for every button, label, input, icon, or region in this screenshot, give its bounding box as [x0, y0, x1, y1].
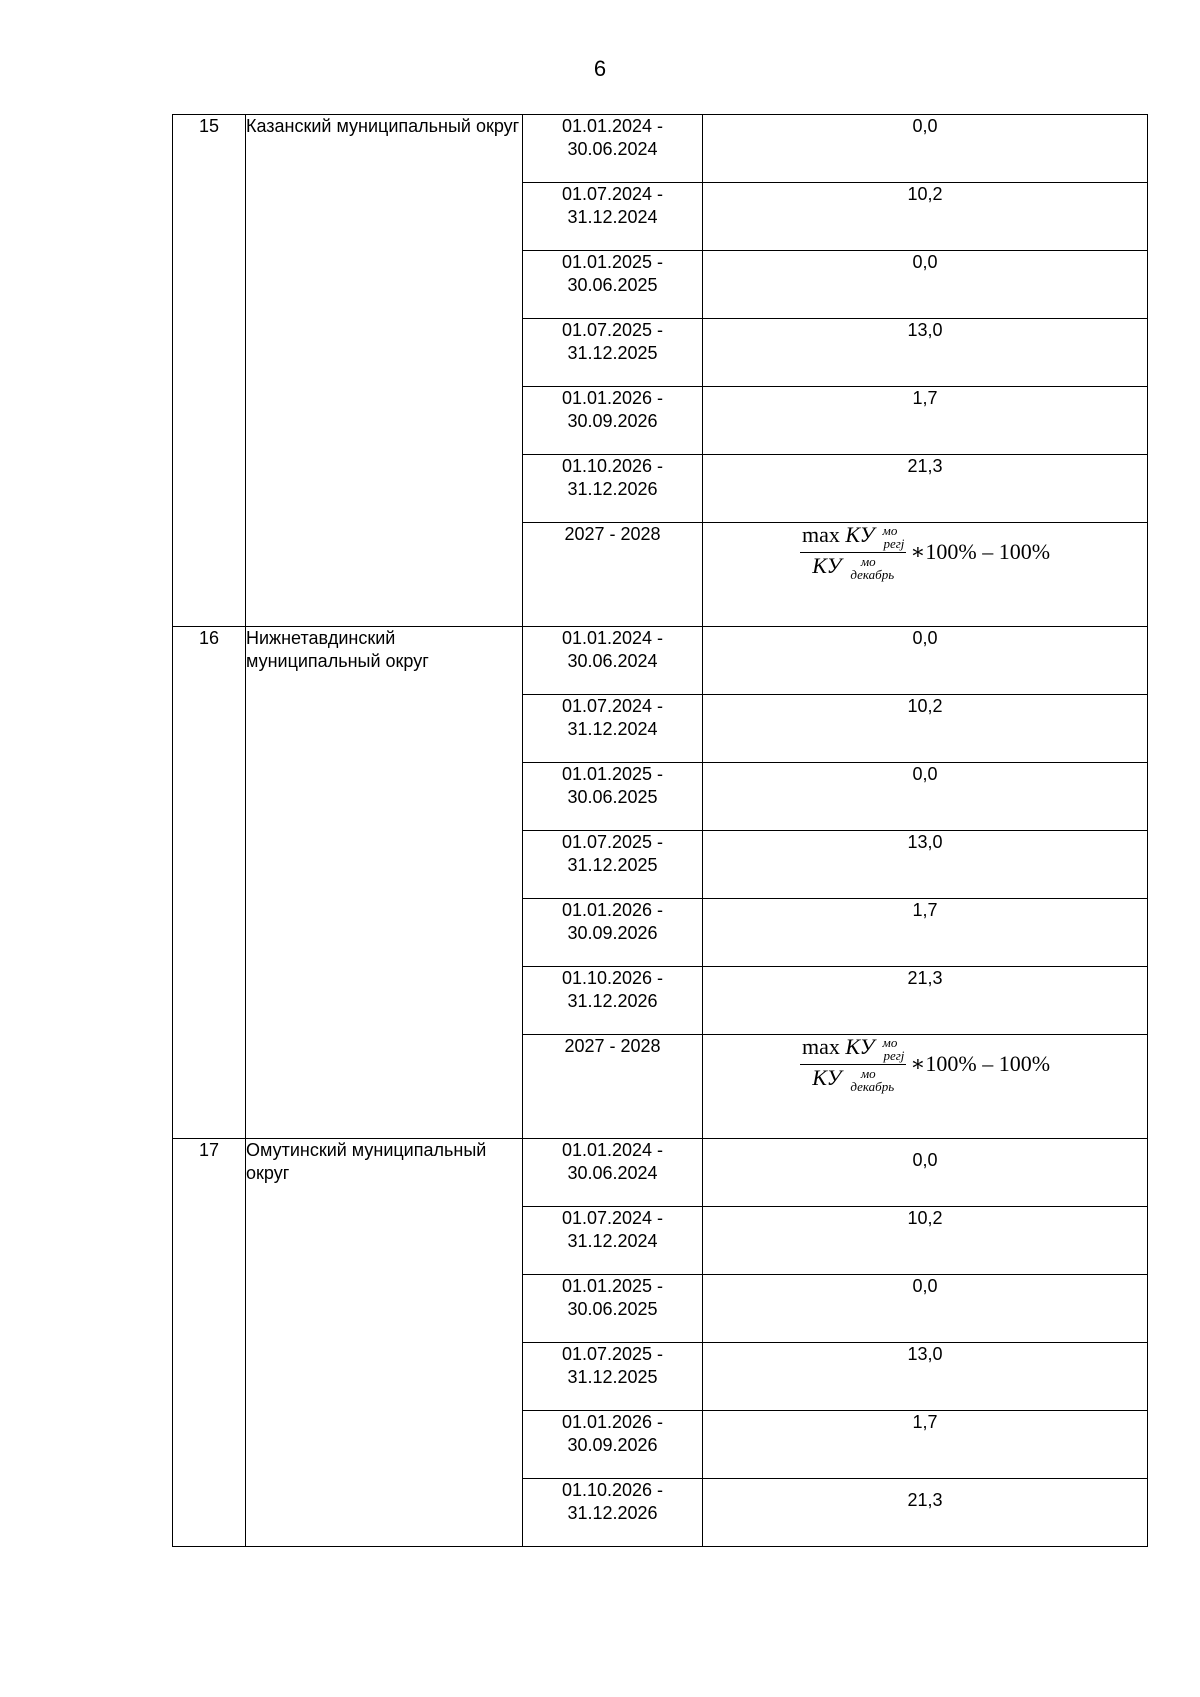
period-end: 30.09.2026 [567, 411, 658, 431]
value-cell: 13,0 [703, 1343, 1148, 1411]
value-cell: 21,3 [703, 455, 1148, 523]
value-cell: 0,0 [703, 115, 1148, 183]
period-end: 31.12.2026 [567, 1503, 658, 1523]
row-number: 15 [173, 115, 246, 627]
value-cell: 0,0 [703, 627, 1148, 695]
period-cell [523, 1411, 703, 1479]
period-start: 01.10.2026 - [561, 456, 664, 476]
period-start: 01.01.2024 - [561, 1140, 664, 1160]
value-cell: 0,0 [703, 1139, 1148, 1207]
period-end: 30.06.2024 [567, 1163, 658, 1183]
period-start: 01.10.2026 - [561, 1480, 664, 1500]
value-cell: 10,2 [703, 1207, 1148, 1275]
period-cell [523, 251, 703, 319]
district-name: Омутинский муниципальный округ [246, 1139, 523, 1547]
period-cell [523, 1479, 703, 1547]
period-end: 30.06.2025 [567, 787, 658, 807]
period-end: 31.12.2025 [567, 855, 658, 875]
period-start: 01.01.2026 - [561, 388, 664, 408]
period-cell [523, 455, 703, 523]
value-cell: 0,0 [703, 1275, 1148, 1343]
period-cell [523, 183, 703, 251]
period-end: 31.12.2025 [567, 1367, 658, 1387]
period-start: 01.10.2026 - [561, 968, 664, 988]
period-start: 01.01.2026 - [561, 900, 664, 920]
period-end: 31.12.2025 [567, 343, 658, 363]
period-cell [523, 967, 703, 1035]
period-start: 01.01.2024 - [561, 116, 664, 136]
formula-cell [703, 523, 1148, 627]
value-cell: 21,3 [703, 967, 1148, 1035]
period-end: 30.06.2025 [567, 1299, 658, 1319]
period-end: 31.12.2026 [567, 991, 658, 1011]
row-number: 16 [173, 627, 246, 1139]
table-row [173, 627, 1148, 695]
period-start: 01.01.2025 - [561, 764, 664, 784]
value-cell: 10,2 [703, 183, 1148, 251]
period-cell [523, 899, 703, 967]
period-start: 01.01.2025 - [561, 1276, 664, 1296]
period-end: 30.06.2024 [567, 651, 658, 671]
period-end: 30.06.2025 [567, 275, 658, 295]
period-end: 30.09.2026 [567, 923, 658, 943]
period-cell [523, 1139, 703, 1207]
table-row [173, 115, 1148, 183]
period-cell [523, 1343, 703, 1411]
period-cell [523, 319, 703, 387]
value-cell: 10,2 [703, 695, 1148, 763]
value-cell: 1,7 [703, 1411, 1148, 1479]
period-start: 01.01.2024 - [561, 628, 664, 648]
period-cell [523, 1207, 703, 1275]
period-start: 01.07.2025 - [561, 1344, 664, 1364]
period-end: 31.12.2024 [567, 1231, 658, 1251]
district-name: Казанский муниципальный округ [246, 115, 523, 627]
period-start: 01.07.2024 - [561, 696, 664, 716]
row-number: 17 [173, 1139, 246, 1547]
period-end: 31.12.2024 [567, 719, 658, 739]
value-cell: 13,0 [703, 831, 1148, 899]
formula-cell [703, 1035, 1148, 1139]
period-cell [523, 1275, 703, 1343]
table-row [173, 1139, 1148, 1207]
period-start: 01.07.2025 - [561, 832, 664, 852]
coefficient-table [172, 114, 1148, 1547]
period-cell: 2027 - 2028 [523, 1035, 703, 1139]
period-cell [523, 627, 703, 695]
formula: max КУ мо регj КУ мо декабрь ∗100% – 100% [801, 522, 1051, 582]
period-start: 01.07.2025 - [561, 320, 664, 340]
period-end: 30.09.2026 [567, 1435, 658, 1455]
period-start: 01.01.2025 - [561, 252, 664, 272]
value-cell: 0,0 [703, 251, 1148, 319]
period-cell [523, 115, 703, 183]
value-cell: 1,7 [703, 899, 1148, 967]
formula: max КУ мо регj КУ мо декабрь ∗100% – 100% [801, 1034, 1051, 1094]
period-cell [523, 763, 703, 831]
period-cell [523, 387, 703, 455]
district-name: Нижнетавдинский муниципальный округ [246, 627, 523, 1139]
period-end: 31.12.2026 [567, 479, 658, 499]
period-start: 01.01.2026 - [561, 1412, 664, 1432]
period-cell [523, 831, 703, 899]
period-start: 01.07.2024 - [561, 184, 664, 204]
value-cell: 13,0 [703, 319, 1148, 387]
period-cell [523, 695, 703, 763]
page-number: 6 [593, 56, 607, 81]
value-cell: 21,3 [703, 1479, 1148, 1547]
value-cell: 0,0 [703, 763, 1148, 831]
value-cell: 1,7 [703, 387, 1148, 455]
period-start: 01.07.2024 - [561, 1208, 664, 1228]
period-end: 30.06.2024 [567, 139, 658, 159]
period-cell: 2027 - 2028 [523, 523, 703, 627]
period-end: 31.12.2024 [567, 207, 658, 227]
